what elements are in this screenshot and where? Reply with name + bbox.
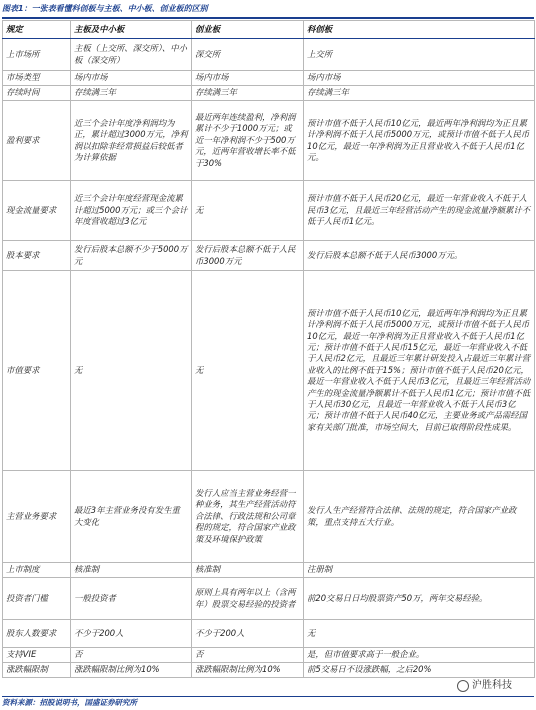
cell-gem: 否: [192, 648, 304, 663]
cell-star: 注册制: [304, 563, 535, 578]
cell-main: 场内市场: [71, 71, 192, 86]
row-label: 支持VIE: [3, 648, 71, 663]
cell-main: 最近3年主营业务没有发生重大变化: [71, 471, 192, 563]
header-gem: 创业板: [192, 21, 304, 39]
cell-main: 不少于200人: [71, 620, 192, 648]
cell-star: 前20交易日日均股票资产50万，两年交易经验。: [304, 578, 535, 620]
table-row: [3, 241, 535, 271]
cell-main: 近三个会计年度经营现金流累计超过5000万元；或三个会计年度营收超过3亿元: [71, 181, 192, 241]
cell-star: 预计市值不低于人民币10亿元，最近两年净利润均为正且累计净利润不低于人民币5000万元，或预计市值不低于人民币10亿元，最近一年净利润为正且营业收入不低于人民币1亿元。: [304, 101, 535, 181]
caption-rule: [2, 17, 534, 19]
cell-star: 预计市值不低于人民币20亿元，最近一年营业收入不低于人民币3亿元，且最近三年经营活动产生的现金流量净额累计不低于人民币1亿元。: [304, 181, 535, 241]
cell-gem: 深交所: [192, 39, 304, 71]
table-caption: 图表1：一张表看懂科创板与主板、中小板、创业板的区别: [2, 4, 208, 13]
cell-gem: 无: [192, 181, 304, 241]
row-label: 股本要求: [3, 241, 71, 271]
cell-star: 无: [304, 620, 535, 648]
row-label: 涨跌幅限制: [3, 663, 71, 678]
cell-main: 核准制: [71, 563, 192, 578]
watermark-logo-icon: [457, 680, 469, 692]
cell-main: 发行后股本总额不少于5000万元: [71, 241, 192, 271]
table-row: [3, 71, 535, 86]
table-row: [3, 578, 535, 620]
cell-main: 涨跌幅限制比例为10%: [71, 663, 192, 678]
table-row: [3, 471, 535, 563]
watermark: [455, 678, 514, 694]
table-row: [3, 101, 535, 181]
cell-gem: 发行人应当主营业务经营一种业务，其生产经营活动符合法律、行政法规和公司章程的规定，符合国家产业政策及环境保护政策: [192, 471, 304, 563]
row-label: 投资者门槛: [3, 578, 71, 620]
cell-main: 近三个会计年度净利润均为正，累计超过3000万元，净利润以扣除非经常损益后较低者为计算依据: [71, 101, 192, 181]
cell-star: 预计市值不低于人民币10亿元，最近两年净利润均为正且累计净利润不低于人民币5000万元，或预计市值不低于人民币10亿元，最近一年净利润为正且营业收入不低于人民币1亿元；预计市值不低于人民币15亿元，最近一年营业收入不低于人民币2亿元，且最近三年累计研发投入占最近三年累计营业收入的比例不低于15%；预计市值不低于人民币20亿元，最近一年营业收入不低于人民币3亿元，且最近三年经营活动产生的现金流量净额累计不低于人民币1亿元；预计市值不低于人民币30亿元，且最近一年营业收入不低于人民币3亿元；预计市值不低于人民币40亿元，主要业务或产品需经国家有关部门批准，市场空间大，目前已取得阶段性成果。: [304, 271, 535, 471]
cell-star: 存续满三年: [304, 86, 535, 101]
cell-gem: 存续满三年: [192, 86, 304, 101]
row-label: 市场类型: [3, 71, 71, 86]
cell-gem: 最近两年连续盈利，净利润累计不少于1000万元；或近一年净利润不少于500万元，近两年营收增长率不低于30%: [192, 101, 304, 181]
cell-main: 存续满三年: [71, 86, 192, 101]
row-label: 主营业务要求: [3, 471, 71, 563]
row-label: 盈利要求: [3, 101, 71, 181]
cell-star: 是，但市值要求高于一般企业。: [304, 648, 535, 663]
cell-star: 上交所: [304, 39, 535, 71]
header-rule: 规定: [3, 21, 71, 39]
table-row: [3, 663, 535, 678]
row-label: 上市场所: [3, 39, 71, 71]
table-row: [3, 563, 535, 578]
cell-gem: 无: [192, 271, 304, 471]
table-row: [3, 39, 535, 71]
header-star-market: 科创板: [304, 21, 535, 39]
table-row: [3, 648, 535, 663]
cell-gem: 原则上具有两年以上（含两年）股票交易经验的投资者: [192, 578, 304, 620]
row-label: 股东人数要求: [3, 620, 71, 648]
cell-main: 无: [71, 271, 192, 471]
table-row: [3, 86, 535, 101]
table-row: [3, 620, 535, 648]
row-label: 存续时间: [3, 86, 71, 101]
cell-star: 场内市场: [304, 71, 535, 86]
cell-star: 前5交易日不设涨跌幅，之后20%: [304, 663, 535, 678]
source-note: 资料来源：招股说明书，国盛证券研究所: [2, 696, 534, 709]
row-label: 现金流量要求: [3, 181, 71, 241]
header-main-board: 主板及中小板: [71, 21, 192, 39]
comparison-table: [2, 20, 535, 678]
cell-star: 发行后股本总额不低于人民币3000万元。: [304, 241, 535, 271]
cell-gem: 不少于200人: [192, 620, 304, 648]
cell-gem: 涨跌幅限制比例为10%: [192, 663, 304, 678]
cell-main: 否: [71, 648, 192, 663]
watermark-text: 沪胜科技: [472, 680, 512, 691]
cell-gem: 发行后股本总额不低于人民币3000万元: [192, 241, 304, 271]
cell-gem: 核准制: [192, 563, 304, 578]
cell-star: 发行人生产经营符合法律、法规的规定，符合国家产业政策，重点支持五大行业。: [304, 471, 535, 563]
cell-main: 主板（上交所、深交所）、中小板（深交所）: [71, 39, 192, 71]
row-label: 上市制度: [3, 563, 71, 578]
cell-gem: 场内市场: [192, 71, 304, 86]
table-row: [3, 181, 535, 241]
header-row: [3, 21, 535, 39]
table-row: [3, 271, 535, 471]
row-label: 市值要求: [3, 271, 71, 471]
cell-main: 一般投资者: [71, 578, 192, 620]
